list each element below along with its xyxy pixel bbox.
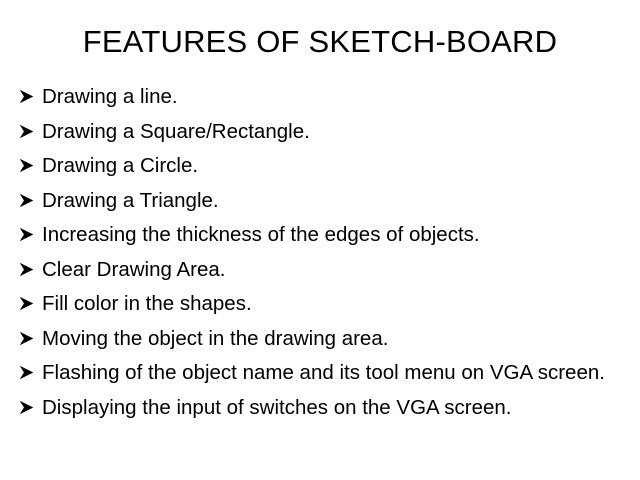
arrowhead-bullet-icon (18, 84, 40, 109)
slide-title: FEATURES OF SKETCH-BOARD (82, 24, 558, 59)
list-item-text: Drawing a line. (42, 85, 178, 108)
arrowhead-bullet-icon (18, 222, 40, 247)
arrowhead-bullet-icon (18, 395, 40, 420)
list-item-text: Moving the object in the drawing area. (42, 326, 389, 350)
list-item (18, 326, 628, 351)
list-item-text: Drawing a Circle. (42, 154, 199, 177)
arrowhead-bullet-icon (18, 119, 40, 144)
feature-list (18, 84, 628, 420)
list-item (18, 84, 628, 109)
list-item (18, 222, 628, 247)
arrowhead-bullet-icon (18, 257, 40, 282)
list-item (18, 188, 628, 213)
list-item-text: Drawing a Triangle. (42, 188, 219, 212)
arrowhead-bullet-icon (18, 153, 40, 178)
arrowhead-bullet-icon (18, 326, 40, 351)
list-item-text: Increasing the thickness of the edges of objects. (42, 223, 480, 246)
list-item (18, 395, 628, 420)
arrowhead-bullet-icon (18, 291, 40, 316)
list-item (18, 119, 628, 144)
list-item (18, 291, 628, 316)
list-item (18, 360, 628, 385)
list-item (18, 153, 628, 178)
list-item-text: Displaying the input of switches on the VGA screen. (42, 395, 512, 419)
arrowhead-bullet-icon (18, 360, 40, 385)
arrowhead-bullet-icon (18, 188, 40, 213)
list-item-text: Clear Drawing Area. (42, 257, 226, 281)
list-item-text: Drawing a Square/Rectangle. (42, 119, 310, 143)
list-item-text: Flashing of the object name and its tool menu on VGA screen. (42, 361, 605, 384)
list-item-text: Fill color in the shapes. (42, 292, 252, 315)
list-item (18, 257, 628, 282)
